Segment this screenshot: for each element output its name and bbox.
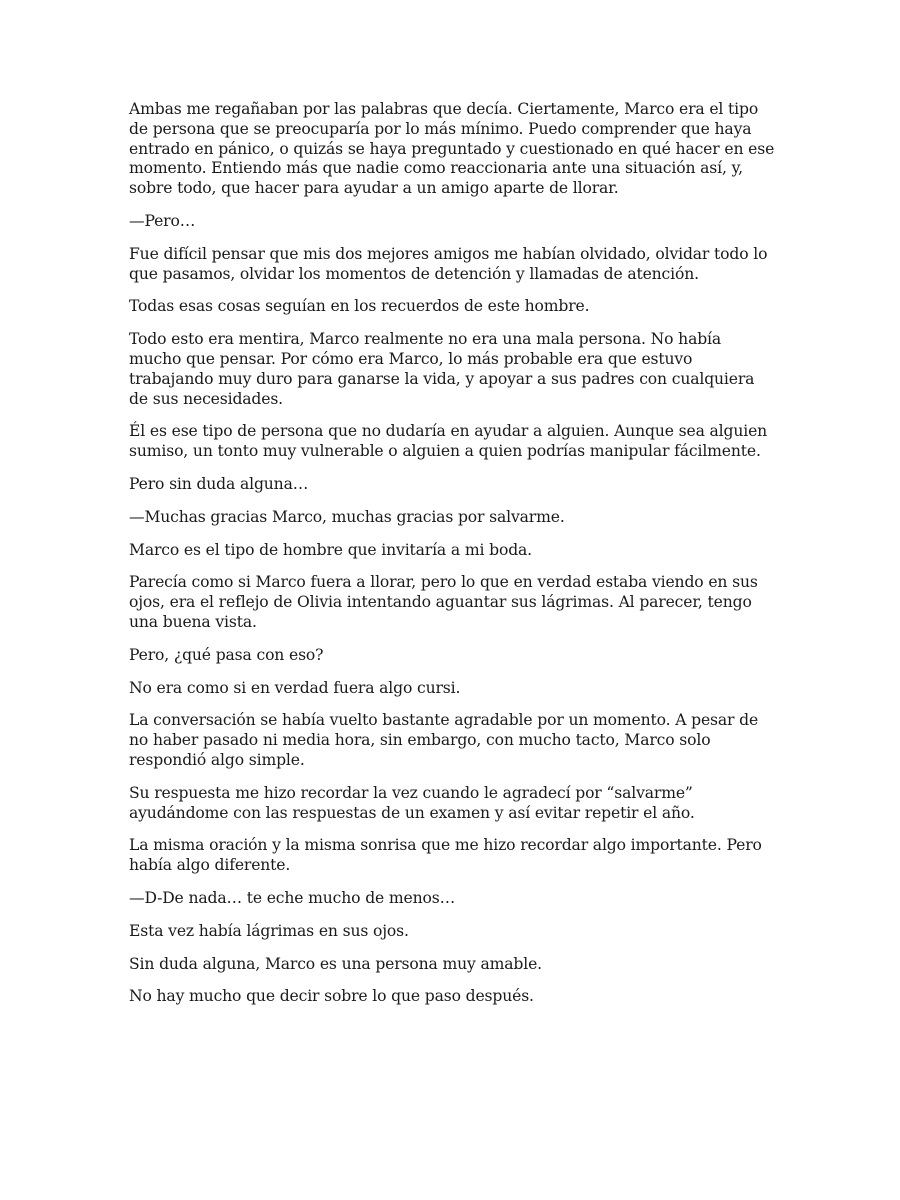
- paragraph: Sin duda alguna, Marco es una persona muy amable.: [129, 954, 542, 973]
- paragraph: —Pero…: [129, 211, 196, 230]
- paragraph: —D-De nada… te eche mucho de menos…: [129, 888, 456, 907]
- paragraph: Fue difícil pensar que mis dos mejores amigos me habían olvidado, olvidar todo lo que pasamos, olvidar los momentos de detención y llamadas de atención.: [129, 244, 768, 283]
- paragraph: Él es ese tipo de persona que no dudaría en ayudar a alguien. Aunque sea alguien sumiso, un tonto muy vulnerable o alguien a quien podrías manipular fácilmente.: [129, 422, 768, 461]
- paragraph: Esta vez había lágrimas en sus ojos.: [129, 921, 409, 940]
- paragraph: No era como si en verdad fuera algo cursi.: [129, 678, 461, 697]
- paragraph: La conversación se había vuelto bastante agradable por un momento. A pesar de no haber pasado ni media hora, sin embargo, con mucho tacto, Marco solo respondió algo simple.: [129, 711, 759, 769]
- paragraph: —Muchas gracias Marco, muchas gracias por salvarme.: [129, 507, 565, 526]
- paragraph: Su respuesta me hizo recordar la vez cuando le agradecí por “salvarme” ayudándome con las respuestas de un examen y así evitar repetir el año.: [129, 783, 695, 822]
- paragraph: La misma oración y la misma sonrisa que me hizo recordar algo importante. Pero había algo diferente.: [129, 836, 762, 875]
- paragraph: Pero, ¿qué pasa con eso?: [129, 645, 324, 664]
- paragraph: No hay mucho que decir sobre lo que paso después.: [129, 987, 534, 1006]
- body-text: [129, 100, 777, 1020]
- paragraph: Ambas me regañaban por las palabras que decía. Ciertamente, Marco era el tipo de persona que se preocuparía por lo más mínimo. Puedo comprender que haya entrado en pánico, o quizás se haya preguntado y cuestionado en qué hacer en ese momento. Entiendo más que nadie como reaccionaria ante una situación así, y, sobre todo, que hacer para ayudar a un amigo aparte de llorar.: [129, 100, 775, 198]
- paragraph: Parecía como si Marco fuera a llorar, pero lo que en verdad estaba viendo en sus ojos, era el reflejo de Olivia intentando aguantar sus lágrimas. Al parecer, tengo una buena vista.: [129, 573, 758, 631]
- paragraph: Marco es el tipo de hombre que invitaría a mi boda.: [129, 540, 532, 559]
- paragraph: Todo esto era mentira, Marco realmente no era una mala persona. No había mucho que pensar. Por cómo era Marco, lo más probable era que estuvo trabajando muy duro para ganarse la vida, y apoyar a sus padres con cualquiera de sus necesidades.: [129, 330, 755, 408]
- paragraph: Todas esas cosas seguían en los recuerdos de este hombre.: [129, 297, 590, 316]
- paragraph: Pero sin duda alguna…: [129, 474, 309, 493]
